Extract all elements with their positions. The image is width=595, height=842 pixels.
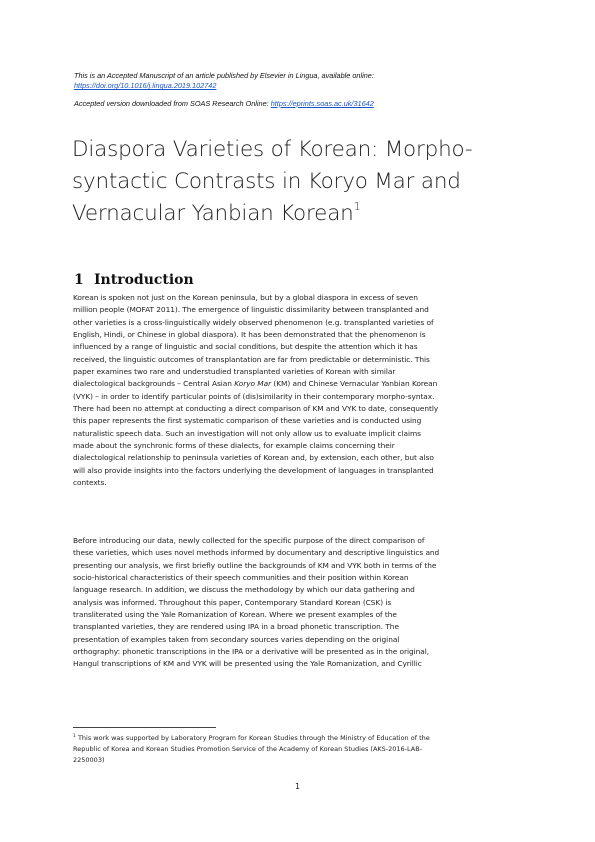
text-line: socio-historical characteristics of their speech communities and their position within Korean xyxy=(73,573,409,583)
text-line: million people (MOFAT 2011). The emergence of linguistic dissimilarity between transplanted and xyxy=(73,305,429,315)
text-line: There had been no attempt at conducting a direct comparison of KM and VYK to date, consequently xyxy=(73,404,439,414)
footnote xyxy=(73,733,523,765)
footnote-line: 2250003) xyxy=(73,755,105,764)
page-number: 1 xyxy=(294,782,301,791)
text-line: contexts. xyxy=(73,478,107,488)
text-line: transplanted varieties, they are rendered using IPA in a broad phonetic transcription. The xyxy=(73,622,399,632)
paragraph-2 xyxy=(73,535,521,671)
text-line: this paper represents the first systematic comparison of these varieties and is conducted using xyxy=(73,416,422,426)
download-notice-text: Accepted version downloaded from SOAS Research Online: xyxy=(74,98,271,108)
title-line: syntactic Contrasts in Koryo Mar and xyxy=(72,169,461,194)
accepted-manuscript-notice xyxy=(74,71,524,109)
text-line: analysis was informed. Throughout this paper, Contemporary Standard Korean (CSK) is xyxy=(73,597,392,607)
text-line: language research. In addition, we discuss the methodology by which our data gathering and xyxy=(73,585,415,595)
text-line: dialectological backgrounds – Central Asian Koryo Mar (KM) and Chinese Vernacular Yanbian Korean xyxy=(73,379,438,389)
footnote-divider xyxy=(73,727,216,728)
text-line: English, Hindi, or Chinese in global diaspora). It has been demonstrated that the phenomenon is xyxy=(73,330,426,340)
text-line: made about the synchronic forms of these dialects, for example claims concerning their xyxy=(73,441,395,451)
section-number: 1 xyxy=(74,272,84,288)
footnote-number: 1 xyxy=(73,734,76,739)
text-line: dialectological relationship to peninsula varieties of Korean and, by extension, each other, but also xyxy=(73,453,434,463)
eprints-link[interactable]: https://eprints.soas.ac.uk/31642 xyxy=(270,98,374,108)
title-line: Vernacular Yanbian Korean xyxy=(72,201,354,226)
text-line: presentation of examples taken from secondary sources varies depending on the original xyxy=(73,634,400,644)
text-line: naturalistic speech data. Such an investigation will not only allow us to evaluate implicit claims xyxy=(73,428,421,438)
section-heading xyxy=(74,272,194,288)
text-line: will also provide insights into the factors underlying the development of languages in transplanted xyxy=(73,465,434,475)
footnote-line: This work was supported by Laboratory Program for Korean Studies through the Ministry of Education of the xyxy=(75,734,430,742)
text-line: orthography: phonetic transcriptions in the IPA or a derivative will be presented as in the original, xyxy=(73,647,430,657)
text-line: other varieties is a cross-linguistically widely observed phenomenon (e.g. transplanted varieties of xyxy=(73,317,434,327)
text-line: Korean is spoken not just on the Korean peninsula, but by a global diaspora in excess of seven xyxy=(73,293,418,302)
text-line: presenting our analysis, we first briefly outline the backgrounds of KM and VYK both in terms of the xyxy=(73,560,437,570)
notice-line: This is an Accepted Manuscript of an article published by Elsevier in Lingua, available online: xyxy=(74,71,374,80)
section-title: Introduction xyxy=(94,272,194,288)
paper-title xyxy=(72,134,532,230)
paragraph-1 xyxy=(73,292,521,490)
text-line: (VYK) – in order to identify particular points of (dis)similarity in their contemporary morpho-syntax. xyxy=(73,391,435,401)
text-line: influenced by a range of linguistic and social conditions, but despite the attention which it has xyxy=(73,342,418,352)
text-line: paper examines two rare and understudied transplanted varieties of Korean with similar xyxy=(73,367,396,377)
doi-link[interactable]: https://doi.org/10.1016/j.lingua.2019.102742 xyxy=(74,81,217,91)
footnote-line: Republic of Korea and Korean Studies Promotion Service of the Academy of Korean Studies (AKS-2016-LAB- xyxy=(73,744,423,753)
footnote-mark[interactable]: 1 xyxy=(353,200,361,213)
title-line: Diaspora Varieties of Korean: Morpho- xyxy=(72,137,473,162)
text-line: Hangul transcriptions of KM and VYK will be presented using the Yale Romanization, and Cyrillic xyxy=(73,659,422,669)
text-line: Before introducing our data, newly collected for the specific purpose of the direct comparison of xyxy=(73,536,425,545)
text-line: these varieties, which uses novel methods informed by documentary and descriptive linguistics and xyxy=(73,548,440,558)
text-line: received, the linguistic outcomes of transplantation are far from predictable or deterministic. This xyxy=(73,354,430,364)
text-line: transliterated using the Yale Romanization of Korean. Where we present examples of the xyxy=(73,610,397,620)
